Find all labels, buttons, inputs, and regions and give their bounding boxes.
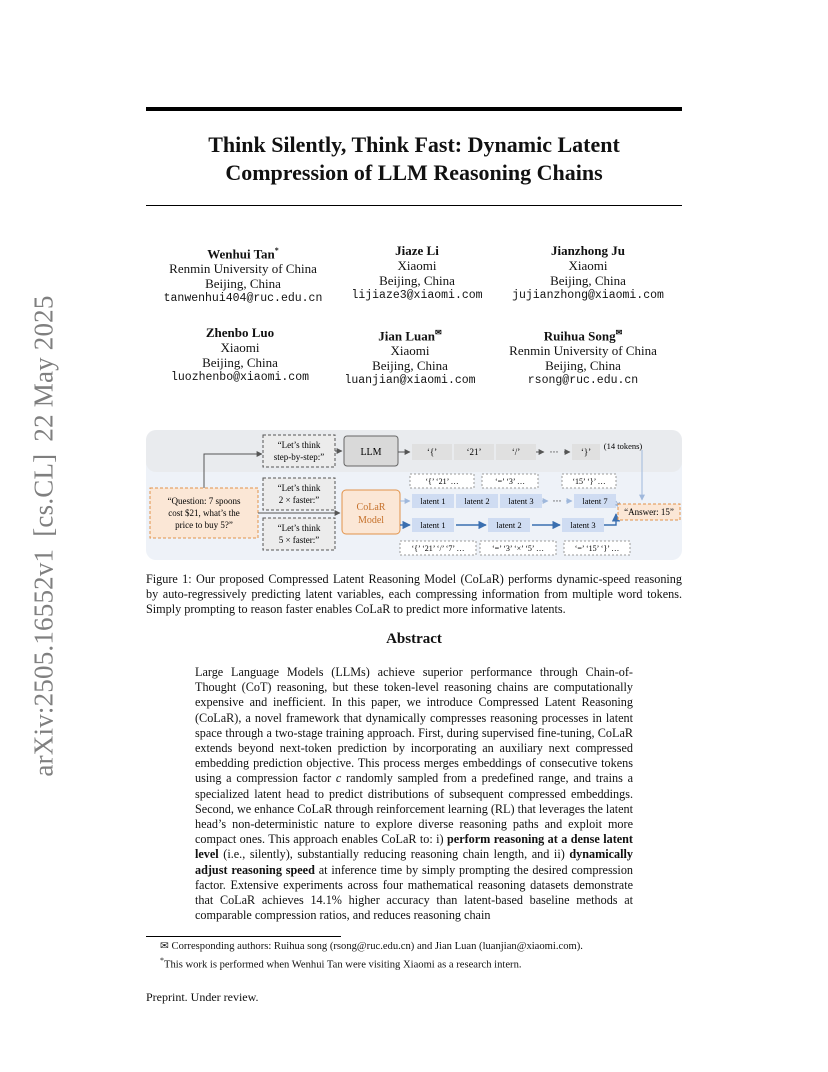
- callout-text: ‘15’ ‘}’ …: [572, 477, 606, 486]
- author-email[interactable]: tanwenhui404@ruc.edu.cn: [163, 292, 323, 306]
- token-count: (14 tokens): [603, 441, 643, 451]
- author-affiliation: Xiaomi: [390, 343, 430, 359]
- abstract-bold: perform reasoning at a dense latent level: [195, 832, 633, 862]
- figure-1: [146, 430, 682, 560]
- author-block: [483, 325, 683, 388]
- author-name: Zhenbo Luo: [205, 325, 275, 340]
- author-mark: ✉: [615, 328, 623, 337]
- author-location: Beijing, China: [202, 355, 278, 370]
- question-line-3: price to buy 5?”: [175, 520, 233, 530]
- author-name: Jian Luan: [378, 328, 436, 344]
- footnote-mark: *: [160, 956, 164, 965]
- token-label: ‘{’: [426, 447, 438, 457]
- author-block: [310, 325, 510, 388]
- title-line-1: Think Silently, Think Fast: Dynamic Latent: [208, 132, 620, 157]
- token-label: ‘21’: [466, 447, 482, 457]
- latent-label: latent 3: [570, 520, 596, 530]
- colar-diagram: [146, 430, 682, 560]
- abstract-bold: dynamically adjust reasoning speed: [195, 847, 633, 877]
- title-rule-top: [146, 107, 682, 111]
- author-affiliation: Xiaomi: [220, 340, 260, 355]
- prompt-step-line-2: step-by-step:”: [273, 452, 325, 462]
- author-affiliation: Xiaomi: [397, 258, 437, 273]
- author-affiliation: Renmin University of China: [169, 261, 317, 277]
- author-name: Jiaze Li: [395, 243, 439, 258]
- figure-caption: Figure 1: Our proposed Compressed Latent Reasoning Model (CoLaR) performs dynamic-speed reasoning by auto-regressively predicting latent variables, each compressing information from multiple word tokens. Simply prompting to reason faster enables CoLaR to predict more informative latents.: [146, 572, 682, 616]
- colar-model-line-2: Model: [357, 515, 385, 526]
- latent-label: latent 3: [508, 496, 534, 506]
- prompt-2x-line-2: 2 × faster:”: [278, 495, 320, 505]
- token-label: ‘/’: [511, 447, 521, 457]
- callout-text: ‘=’ ‘3’ ‘×’ ‘5’ …: [492, 544, 544, 553]
- prompt-step-line-1: “Let’s think: [277, 440, 321, 450]
- footnote-text: Corresponding authors: Ruihua song (rsong@ruc.edu.cn) and Jian Luan (luanjian@xiaomi.com).: [168, 941, 583, 952]
- question-line-1: “Question: 7 spoons: [167, 496, 241, 506]
- callout-text: ‘=’ ‘15’ ‘}’ …: [574, 544, 620, 553]
- prompt-5x-line-1: “Let’s think: [277, 523, 321, 533]
- footnote-rule: [146, 936, 341, 937]
- abstract-heading: Abstract: [386, 631, 442, 647]
- latent-label: latent 1: [420, 496, 446, 506]
- author-affiliation: Xiaomi: [568, 258, 608, 273]
- footnote-visit: [160, 954, 522, 972]
- author-location: Beijing, China: [205, 276, 281, 292]
- callout-text: ‘{’ ‘21’ ‘/’ ‘7’ …: [411, 544, 465, 553]
- author-email[interactable]: jujianzhong@xiaomi.com: [512, 289, 664, 302]
- colar-model-line-1: CoLaR: [356, 502, 386, 513]
- author-email[interactable]: rsong@ruc.edu.cn: [527, 374, 639, 388]
- arxiv-date: 22 May 2025: [28, 295, 59, 442]
- author-block: [488, 243, 688, 303]
- author-name: Jianzhong Ju: [550, 243, 626, 258]
- footnote-corresponding: [160, 940, 583, 953]
- footnote-text: This work is performed when Wenhui Tan were visiting Xiaomi as a research intern.: [164, 959, 522, 971]
- llm-label: LLM: [360, 447, 382, 458]
- token-label: ‘}’: [580, 447, 592, 457]
- abstract-text: at inference time by simply prompting the desired compression factor. Extensive experiments across four mathematical reasoning datasets demonstrate that CoLaR achieves 14.1% higher accuracy than latent-based baseline methods at comparable compression ratios, and reduces reasoning chain: [195, 862, 634, 923]
- author-email[interactable]: luozhenbo@xiaomi.com: [170, 371, 310, 384]
- author-location: Beijing, China: [550, 273, 626, 288]
- arxiv-id: arXiv:2505.16552v1: [28, 548, 59, 777]
- abstract-var-c: c: [335, 771, 342, 786]
- abstract-body: [195, 665, 633, 923]
- preprint-note: Preprint. Under review.: [146, 990, 259, 1004]
- author-email[interactable]: luanjian@xiaomi.com: [344, 374, 476, 388]
- author-block: [143, 243, 343, 306]
- author-name: Ruihua Song: [543, 328, 616, 344]
- author-location: Beijing, China: [545, 358, 621, 374]
- latent-ellipsis: ···: [552, 496, 562, 506]
- author-mark: *: [274, 246, 279, 255]
- latent-label: latent 1: [420, 520, 446, 530]
- paper-title: [146, 131, 682, 187]
- arxiv-category: [cs.CL]: [28, 453, 59, 537]
- title-rule-bottom: [146, 205, 682, 206]
- question-line-2: cost $21, what’s the: [168, 508, 240, 518]
- callout-text: ‘{’ ‘21’ …: [425, 477, 459, 486]
- latent-label: latent 2: [496, 520, 522, 530]
- abstract-text: (i.e., silently), substantially reducing reasoning chain length, and ii): [218, 847, 570, 862]
- latent-label: latent 2: [464, 496, 490, 506]
- latent-label: latent 7: [582, 496, 608, 506]
- token-ellipsis: ···: [549, 447, 559, 457]
- abstract-text: Large Language Models (LLMs) achieve superior performance through Chain-of-Thought (CoT) reasoning, but these token-level reasoning chains are computationally expensive and inefficient. In this paper, we introduce Compressed Latent Reasoning (CoLaR), a novel framework that dynamically compresses reasoning processes in latent space through a two-stage training approach. First, during supervised fine-tuning, CoLaR extends beyond next-token prediction by incorporating an auxiliary next compressed embedding prediction objective. This process merges embeddings of consecutive tokens using a compression factor: [195, 665, 633, 786]
- author-location: Beijing, China: [372, 358, 448, 374]
- answer-label: “Answer: 15”: [624, 507, 674, 517]
- author-mark: ✉: [435, 328, 442, 337]
- prompt-2x-line-1: “Let’s think: [277, 483, 321, 493]
- callout-text: ‘=’ ‘3’ …: [495, 477, 525, 486]
- author-name: Wenhui Tan: [207, 246, 275, 262]
- author-block: [317, 243, 517, 303]
- envelope-icon: ✉: [160, 941, 169, 952]
- abstract-text: randomly sampled from a predefined range, and trains a specialized latent head to predict distributions of subsequent compressed embeddings. Second, we enhance CoLaR through reinforcement learning (RL) that leverages the latent head’s non-deterministic nature to explore diverse reasoning paths and exploit more compact ones. This approach enables CoLaR to: i): [195, 771, 633, 847]
- author-location: Beijing, China: [379, 273, 455, 288]
- author-affiliation: Renmin University of China: [509, 343, 657, 359]
- prompt-5x-line-2: 5 × faster:”: [278, 535, 320, 545]
- title-line-2: Compression of LLM Reasoning Chains: [225, 160, 603, 185]
- arxiv-stamp: [29, 289, 60, 782]
- author-email[interactable]: lijiaze3@xiaomi.com: [351, 289, 483, 302]
